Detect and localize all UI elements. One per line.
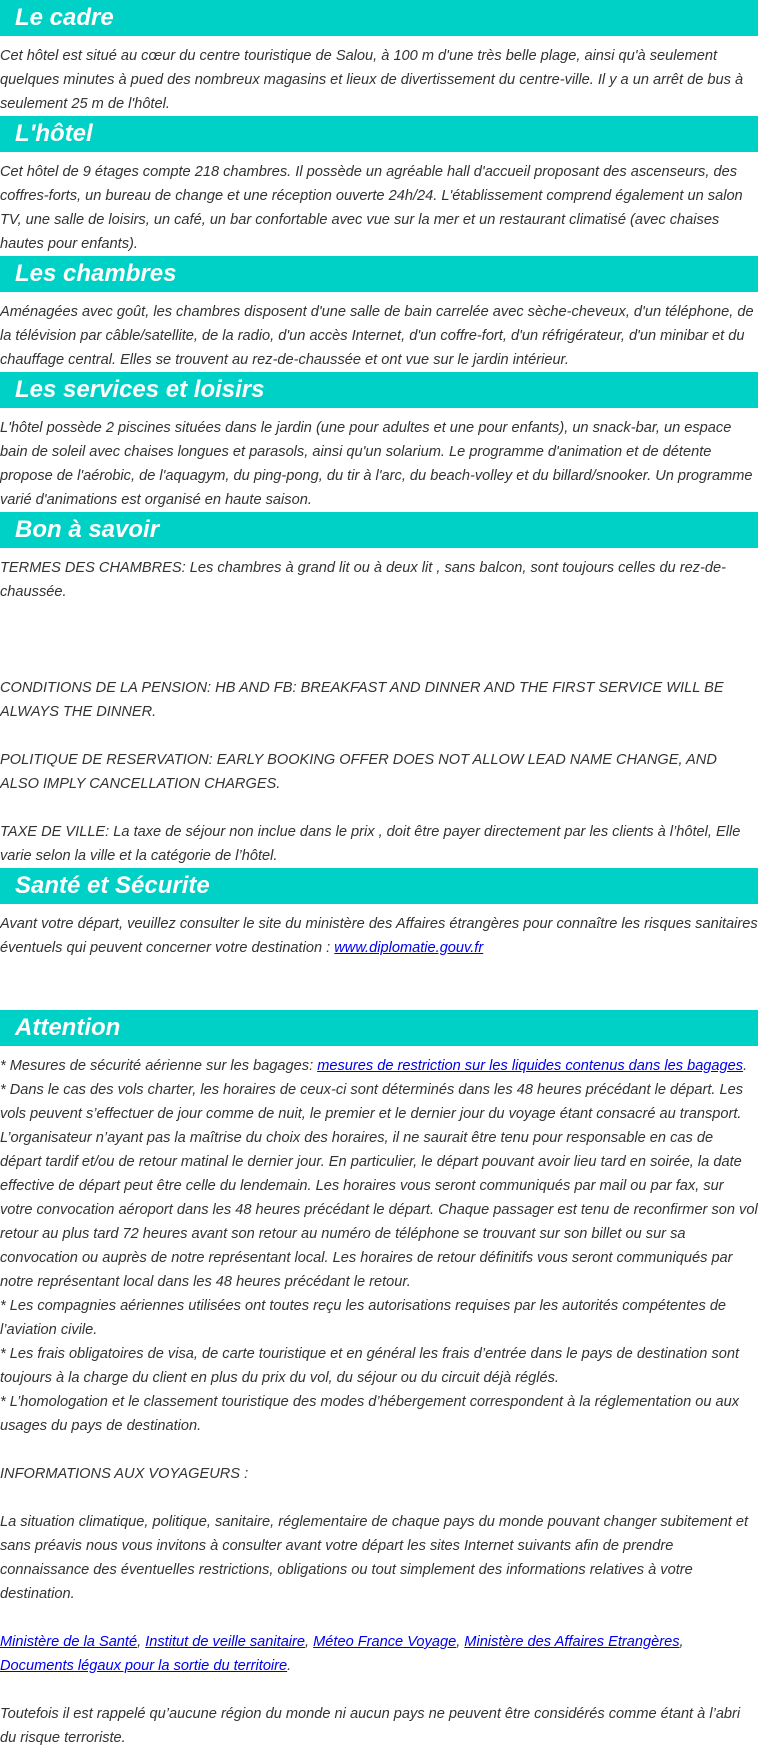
link-separator: , (305, 1634, 314, 1650)
affaires-etrangeres-link[interactable]: Ministère des Affaires Etrangères (464, 1634, 680, 1650)
link-separator: , (679, 1634, 684, 1650)
savoir-reservation: POLITIQUE DE RESERVATION: EARLY BOOKING OFFER DOES NOT ALLOW LEAD NAME CHANGE, AND ALSO IMPLY CANCELLATION CHARGES. (0, 752, 717, 792)
spacer (0, 1678, 758, 1702)
useful-links (0, 1630, 758, 1678)
attention-mesures (0, 1054, 758, 1078)
chambres-text: Aménagées avec goût, les chambres disposent d'une salle de bain carrelée avec sèche-cheveux, d'un téléphone, de la télévision par câble/satellite, de la radio, d'un accès Internet, d'un coffre-fort, d'un réfrigérateur, d'un minibar et du chauffage central. Elles se trouvent au rez-de-chaussée et ont vue sur le jardin intérieur. (0, 304, 754, 368)
savoir-taxe: TAXE DE VILLE: La taxe de séjour non inclue dans le prix , doit être payer directement par les clients à l’hôtel, Elle varie selon la ville et la catégorie de l’hôtel. (0, 824, 741, 864)
attention-compagnies: * Les compagnies aériennes utilisées ont toutes reçu les autorisations requises par les autorités compétentes de l’aviation civile. (0, 1298, 727, 1338)
section-body-hotel (0, 152, 758, 256)
savoir-termes: TERMES DES CHAMBRES: Les chambres à grand lit ou à deux lit , sans balcon, sont toujours celles du rez-de-chaussée. (0, 560, 726, 600)
section-body-services (0, 408, 758, 512)
mesures-suffix: . (743, 1058, 748, 1074)
savoir-pension: CONDITIONS DE LA PENSION: HB AND FB: BREAKFAST AND DINNER AND THE FIRST SERVICE WILL BE ALWAYS THE DINNER. (0, 680, 724, 720)
attention-frais: * Les frais obligatoires de visa, de carte touristique et en général les frais d’entrée dans le pays de destination sont toujours à la charge du client en plus du prix du vol, du séjour ou du circuit déjà réglés. (0, 1346, 740, 1386)
documents-legaux-link[interactable]: Documents légaux pour la sortie du territoire (0, 1658, 288, 1674)
section-body-cadre (0, 36, 758, 116)
section-title-cadre: Le cadre (0, 0, 758, 36)
services-text: L'hôtel possède 2 piscines situées dans le jardin (une pour adultes et une pour enfants), un snack-bar, un espace bain de soleil avec chaises longues et parasols, ainsi qu'un solarium. Le programme d'animation et de détente propose de l'aérobic, de l'aquagym, du ping-pong, du tir à l'arc, du beach-volley et du billard/snooker. Un programme varié d'animations est organisé en haute saison. (0, 420, 753, 508)
section-title-attention: Attention (0, 1010, 758, 1046)
spacer (0, 724, 758, 748)
attention-homologation: * L’homologation et le classement touristique des modes d’hébergement correspondent à la réglementation ou aux usages du pays de destination. (0, 1394, 740, 1434)
section-body-attention (0, 1046, 758, 1750)
attention-terrorisme: Toutefois il est rappelé qu’aucune région du monde ni aucun pays ne peuvent être considérés comme étant à l’abri du risque terroriste. (0, 1706, 741, 1746)
hotel-text: Cet hôtel de 9 étages compte 218 chambres. Il possède un agréable hall d'accueil proposant des ascenseurs, des coffres-forts, un bureau de change et une réception ouverte 24h/24. L'établissement comprend également un salon TV, une salle de loisirs, un café, un bar confortable avec vue sur la mer et un restaurant climatisé (avec chaises hautes pour enfants). (0, 164, 743, 252)
infos-voyageurs-title: INFORMATIONS AUX VOYAGEURS : (0, 1466, 249, 1482)
links-end: . (287, 1658, 292, 1674)
sante-text (0, 912, 758, 960)
diplomatie-link[interactable]: www.diplomatie.gouv.fr (334, 940, 484, 956)
attention-vols: * Dans le cas des vols charter, les horaires de ceux-ci sont déterminés dans les 48 heures précédant le départ. Les vols peuvent s’effectuer de jour comme de nuit, le premier et le dernier jour du voyage étant consacré au transport. L’organisateur n’ayant pas la maîtrise du choix des horaires, il ne saurait être tenu pour responsable en cas de départ tardif et/ou de retour matinal le dernier jour. En particulier, le départ pouvant avoir lieu tard en soirée, la date effective de départ peut être celle du lendemain. Les horaires vous seront communiqués par mail ou par fax, sur votre convocation aéroport dans les 48 heures précédant le départ. Chaque passager est tenu de reconfirmer son vol retour au plus tard 72 heures avant son retour au numéro de téléphone se trouvant sur son billet ou sur sa convocation ou auprès de notre représentant local. Les horaires de retour définitifs vous seront communiqués par notre représentant local dans les 48 heures précédant le retour. (0, 1082, 758, 1290)
spacer (0, 604, 758, 676)
section-title-savoir: Bon à savoir (0, 512, 758, 548)
cadre-text: Cet hôtel est situé au cœur du centre touristique de Salou, à 100 m d'une très belle plage, ainsi qu'à seulement quelques minutes à pued des nombreux magasins et lieux de divertissement du centre-ville. Il y a un arrêt de bus à seulement 25 m de l'hôtel. (0, 48, 744, 112)
section-title-services: Les services et loisirs (0, 372, 758, 408)
mesures-prefix: * Mesures de sécurité aérienne sur les bagages: (0, 1058, 318, 1074)
link-separator: , (137, 1634, 146, 1650)
sante-text-body: Avant votre départ, veuillez consulter le site du ministère des Affaires étrangères pour connaître les risques sanitaires éventuels qui peuvent concerner votre destination : (0, 916, 758, 956)
spacer (0, 1606, 758, 1630)
spacer (0, 796, 758, 820)
section-body-savoir (0, 548, 758, 868)
section-body-chambres (0, 292, 758, 372)
section-title-sante: Santé et Sécurite (0, 868, 758, 904)
section-title-chambres: Les chambres (0, 256, 758, 292)
attention-situation: La situation climatique, politique, sanitaire, réglementaire de chaque pays du monde pouvant changer subitement et sans préavis nous vous invitons à consulter avant votre départ les sites Internet suivants afin de prendre connaissance des éventuelles restrictions, obligations ou tout simplement des informations relatives à votre destination. (0, 1514, 748, 1602)
section-title-hotel: L'hôtel (0, 116, 758, 152)
liquides-restriction-link[interactable]: mesures de restriction sur les liquides contenus dans les bagages (317, 1058, 744, 1074)
section-body-sante (0, 904, 758, 1010)
spacer (0, 1486, 758, 1510)
spacer (0, 1438, 758, 1462)
meteo-france-link[interactable]: Méteo France Voyage (313, 1634, 457, 1650)
link-separator: , (456, 1634, 465, 1650)
veille-sanitaire-link[interactable]: Institut de veille sanitaire (145, 1634, 306, 1650)
spacer (0, 960, 758, 1010)
ministere-sante-link[interactable]: Ministère de la Santé (0, 1634, 138, 1650)
